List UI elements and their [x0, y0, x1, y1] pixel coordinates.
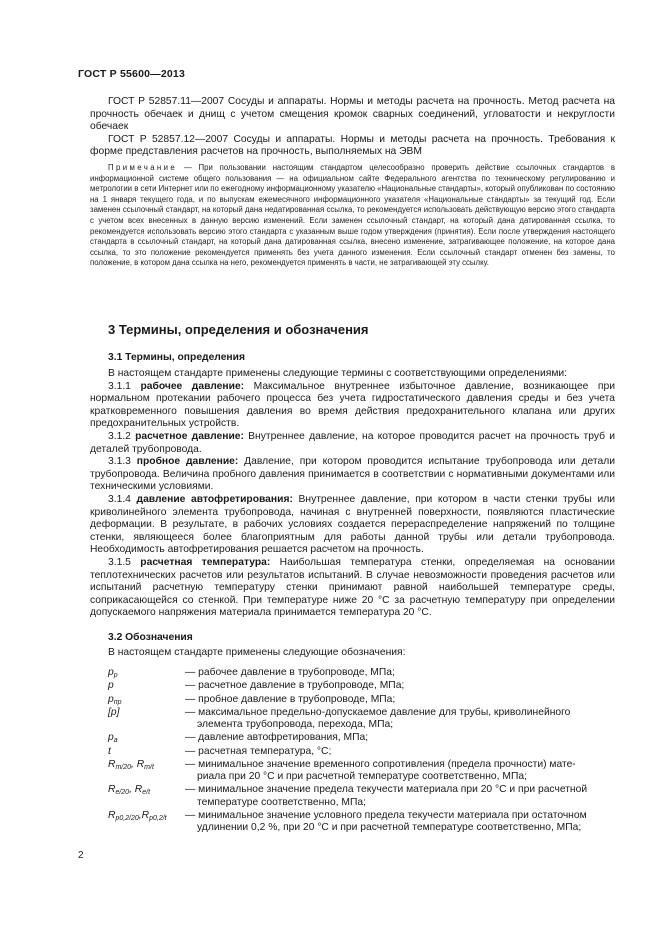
terms-intro: В настоящем стандарте применены следующие термины с соответствующими определениями:	[108, 368, 568, 379]
section-title: 3 Термины, определения и обозначения	[108, 322, 369, 337]
symbols-intro-block	[90, 647, 615, 660]
symbol-description: — минимальное значение условного предела текучести материала при остаточном удлинении 0,2 %, при 20 °С и при расчетной температуре соответственно, МПа;	[185, 809, 587, 834]
symbol-description: — рабочее давление в трубопроводе, МПа;	[185, 667, 395, 678]
symbol: $p_p$	[108, 667, 118, 679]
page-header: ГОСТ Р 55600—2013	[78, 68, 186, 80]
references-block	[90, 96, 615, 159]
reference-item: ГОСТ Р 52857.11—2007 Сосуды и аппараты. Нормы и методы расчета на прочность. Метод расчета на прочность обечаек и днищ с учетом смещения кромок сварных соединений, угловатости и некруглости обечаек	[90, 96, 615, 133]
term-definition: Давление, при котором проводится испытание трубопровода или детали трубопровода. Величина пробного давления принимается в соответствии с нормативными документами или техническими условиями.	[90, 456, 615, 493]
term-name: давление автофретирования:	[136, 493, 293, 505]
note-text: — При пользовании настоящим стандартом целесообразно проверить действие ссылочных стандартов в информационной системе общего пользования — на официальном сайте Федерального агентства по техническому регулированию и метрологии в сети Интернет или по ежегодному информационному указателю «Национальные стандарты», который опубликован по состоянию на 1 января текущего года, и по выпускам ежемесячного информационного указателя «Национальные стандарты» за текущий год. Если заменен ссылочный стандарт, на который дана недатированная ссылка, то рекомендуется использовать действующую версию этого стандарта с учетом всех внесенных в данную версию изменений. Если заменен ссылочный стандарт, на который дана датированная ссылка, то рекомендуется использовать версию этого стандарта с указанным выше годом утверждения (принятия). Если после утверждения настоящего стандарта в ссылочный стандарт, на который дана датированная ссылка, внесено изменение, затрагивающее положение, на которое дана ссылка, то это положение рекомендуется применять без учета данного изменения. Если ссылочный стандарт отменен без замены, то положение, в котором дана ссылка на него, рекомендуется применять в части, не затрагивающей эту ссылку.	[90, 163, 615, 268]
symbol-row	[108, 694, 615, 706]
symbol: $R_{p0,2/20},R_{p0,2/t}$	[108, 809, 167, 822]
symbol-row	[108, 746, 615, 758]
symbol-description: — минимальное значение временного сопротивления (предела прочности) мате- риала при 20 °С и при расчетной температуре соответственно, МПа;	[185, 758, 576, 783]
symbol: t	[108, 745, 111, 757]
symbol: $R_{e/20}$, $R_{e/t}$	[108, 784, 151, 797]
symbol-row	[108, 784, 615, 808]
symbol: $p_a$	[108, 732, 118, 745]
symbol: [p]	[108, 706, 120, 718]
symbol-description: — давление автофретирования, МПа;	[185, 732, 369, 744]
symbol-row	[108, 732, 615, 744]
symbol-description: — пробное давление в трубопроводе, МПа;	[185, 693, 396, 705]
symbol-description: — минимальное значение предела текучести материала при 20 °С и при расчетной температуре соответственно, МПа;	[185, 784, 588, 808]
term-definition: Наибольшая температура стенки, определяемая на основании теплотехнических расчетов или результатов испытаний. В случае невозможности проведения расчетов или испытаний расчетную температуру стенки принимают равной наибольшей температуре среды, соприкасающейся со стенкой. При температуре ниже 20 °С за расчетную температуру при определении допускаемого напряжения материала принимается температура 20 °С.	[90, 556, 615, 619]
term-item	[90, 431, 615, 456]
note-lead: Примечание	[108, 163, 178, 172]
reference-item: ГОСТ Р 52857.12—2007 Сосуды и аппараты. Нормы и методы расчета на прочность. Требования к форме представления расчетов на прочность, выполняемых на ЭВМ	[90, 133, 615, 158]
subsection-title: 3.2 Обозначения	[108, 632, 193, 643]
term-item	[90, 381, 615, 431]
term-item	[90, 494, 615, 557]
term-number: 3.1.4	[108, 493, 131, 505]
term-name: пробное давление:	[136, 456, 239, 468]
term-number: 3.1.1	[108, 380, 131, 392]
subsection-title: 3.1 Термины, определения	[108, 352, 245, 363]
symbol-description: — расчетная температура, °С;	[185, 745, 332, 757]
term-definition: Внутреннее давление, при котором в части стенки трубы или криволинейного элемента трубопровода, начиная с внутренней поверхности, появляются пластические деформации. В результате, в рабочих условиях создается перераспределение напряжений по толщине стенки, являющееся более благоприятным для работы данной трубы или детали трубопровода. Необходимость автофретирования решается расчетом на прочность.	[90, 493, 615, 556]
term-name: рабочее давление:	[140, 380, 245, 392]
terms-block	[90, 368, 615, 620]
symbol-row	[108, 810, 615, 834]
page-number: 2	[78, 850, 84, 861]
term-number: 3.1.5	[108, 556, 131, 568]
term-definition: Внутреннее давление, на которое проводится расчет на прочность труб и деталей трубопровода.	[90, 430, 615, 455]
term-item	[90, 557, 615, 620]
term-name: расчетная температура:	[140, 556, 271, 568]
symbol: p	[108, 680, 114, 692]
symbols-intro: В настоящем стандарте применены следующие обозначения:	[108, 647, 406, 658]
term-item	[90, 456, 615, 494]
symbol-row	[108, 707, 615, 731]
symbols-list	[108, 667, 615, 835]
symbol: $R_{m/20}$, $R_{m/t}$	[108, 758, 154, 771]
term-name: расчетное давление:	[135, 430, 244, 442]
symbol-description: — расчетное давление в трубопроводе, МПа;	[185, 680, 405, 692]
symbol-row	[108, 667, 615, 679]
term-number: 3.1.3	[108, 456, 131, 468]
term-definition: Максимальное внутреннее избыточное давление, возникающее при нормальном протекании рабочего процесса без учета гидростатического давления среды и без учета кратковременного повышения давления во время действия предохранительного клапана или других предохранительных устройств.	[90, 380, 615, 430]
symbol-row	[108, 759, 615, 783]
symbol-description: — максимальное предельно-допускаемое давление для трубы, криволинейного элемента трубопровода, перехода, МПа;	[185, 706, 571, 731]
note-block	[90, 163, 615, 269]
symbol: $p_{пр}$	[108, 693, 122, 706]
term-number: 3.1.2	[108, 430, 131, 442]
symbol-row	[108, 680, 615, 692]
